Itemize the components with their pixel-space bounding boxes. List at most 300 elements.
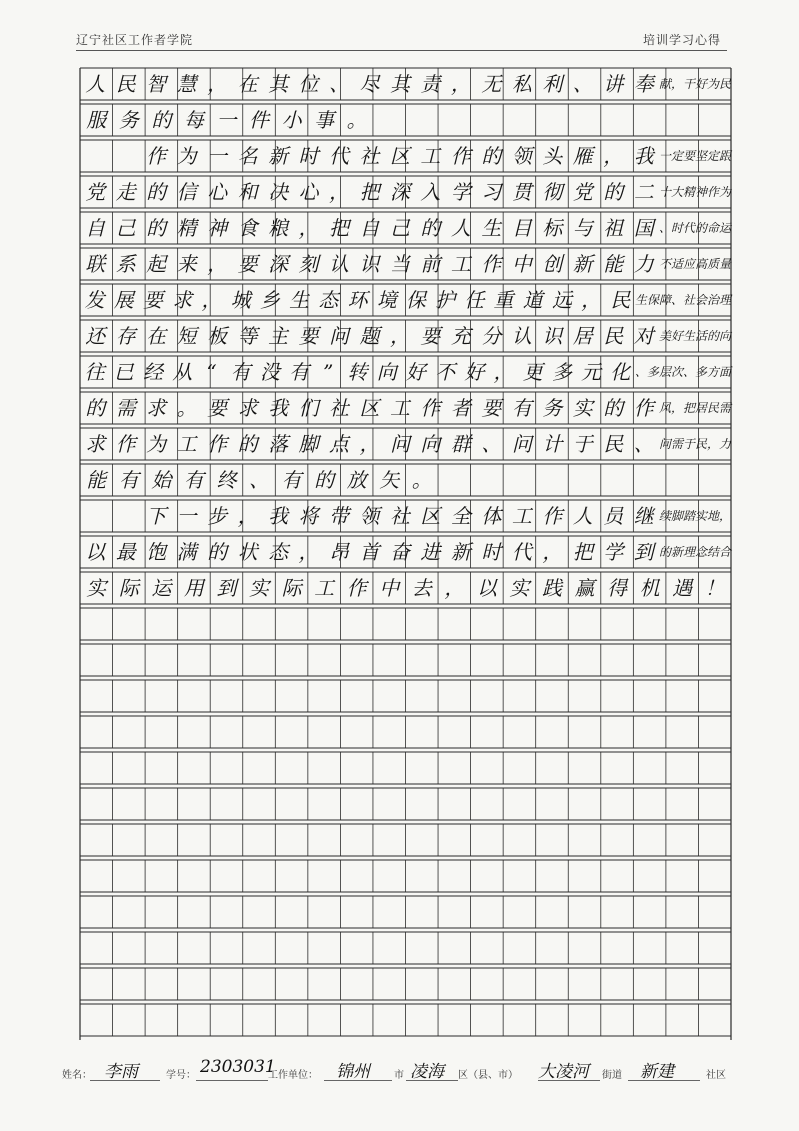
essay-grid-paper <box>80 68 731 1040</box>
essay-char: 去 <box>411 576 432 600</box>
essay-char: 问 <box>389 432 410 456</box>
header-school-name: 辽宁社区工作者学院 <box>76 33 194 47</box>
essay-line <box>80 140 731 172</box>
essay-char: 识 <box>359 252 380 276</box>
essay-char: 任 <box>464 288 485 312</box>
essay-char: 得 <box>607 576 628 600</box>
essay-char: 好 <box>405 360 426 384</box>
essay-char: 向 <box>376 360 397 384</box>
essay-char: 、 <box>329 72 350 96</box>
essay-line <box>80 572 731 604</box>
unit-label: 工作单位： <box>268 1070 318 1081</box>
essay-char: 等 <box>237 324 258 348</box>
essay-char: 要 <box>481 396 502 420</box>
essay-char: 们 <box>298 396 319 420</box>
essay-char: 一 <box>176 504 197 528</box>
essay-char: ， <box>581 288 602 312</box>
essay-line <box>80 428 731 460</box>
essay-char: 在 <box>237 72 258 96</box>
essay-line <box>80 392 731 424</box>
essay-char: 续脚踏实地， <box>658 509 731 523</box>
essay-char: 展 <box>113 288 134 312</box>
essay-char: 态 <box>318 288 339 312</box>
essay-char: 目 <box>511 216 532 240</box>
essay-char: 美好生活的向 <box>658 329 731 343</box>
header-divider <box>76 50 727 51</box>
essay-char: 际 <box>281 576 302 600</box>
essay-char: 在 <box>146 324 167 348</box>
essay-char: 的 <box>603 180 624 204</box>
essay-line <box>80 104 731 136</box>
essay-char: 昂 <box>329 540 350 564</box>
essay-char: ， <box>298 540 319 564</box>
essay-char: 标 <box>542 216 563 240</box>
essay-char: 人 <box>450 216 471 240</box>
essay-char: 新 <box>450 540 471 564</box>
essay-char: 步 <box>207 504 228 528</box>
essay-char: 工 <box>511 504 532 528</box>
essay-char: 。 <box>346 108 367 132</box>
essay-char: 二 <box>633 180 654 204</box>
essay-char: 、 <box>572 72 593 96</box>
essay-char: 把 <box>572 540 593 564</box>
essay-char: 有 <box>281 468 302 492</box>
essay-char: 我 <box>633 144 654 168</box>
essay-char: 祖 <box>603 216 624 240</box>
essay-char: 其 <box>268 72 289 96</box>
essay-char: 下 <box>146 504 167 528</box>
essay-char: 工 <box>176 432 197 456</box>
essay-char: 脚 <box>298 432 319 456</box>
essay-char: ！ <box>704 576 725 600</box>
essay-char: 能 <box>603 252 624 276</box>
student-info-footer <box>62 1057 752 1096</box>
essay-char: 决 <box>268 180 289 204</box>
essay-char: 入 <box>420 180 441 204</box>
essay-char: 要 <box>298 324 319 348</box>
essay-char: 心 <box>298 180 319 204</box>
essay-char: ， <box>542 540 563 564</box>
essay-char: 作 <box>346 576 367 600</box>
essay-char: 的 <box>314 468 335 492</box>
essay-char: 小 <box>281 108 302 132</box>
essay-char: 无 <box>481 72 502 96</box>
essay-char: ， <box>444 576 465 600</box>
street-value: 大凌河 <box>538 1062 589 1082</box>
essay-char: 首 <box>359 540 380 564</box>
essay-char: 问需于民，力 <box>658 437 731 451</box>
essay-char: ， <box>237 504 258 528</box>
essay-char: 员 <box>603 504 624 528</box>
essay-char: ， <box>450 72 471 96</box>
community-label: 社区 <box>706 1070 726 1081</box>
essay-char: 献，干好为民 <box>658 77 731 91</box>
essay-char: 能 <box>86 468 107 492</box>
essay-char: 经 <box>143 360 164 384</box>
essay-char: 有 <box>289 360 310 384</box>
essay-char: 代 <box>511 540 532 564</box>
essay-char: 最 <box>115 540 136 564</box>
essay-char: 代 <box>329 144 350 168</box>
essay-char: 中 <box>511 252 532 276</box>
essay-char: 其 <box>389 72 410 96</box>
essay-char: 作 <box>542 504 563 528</box>
essay-char: 作 <box>115 432 136 456</box>
essay-char: 要 <box>207 396 228 420</box>
essay-char: 板 <box>207 324 228 348</box>
essay-char: 主 <box>268 324 289 348</box>
essay-char: 践 <box>541 576 562 600</box>
essay-char: 远 <box>551 288 572 312</box>
essay-char: 不适应高质量 <box>658 257 731 271</box>
essay-char: 有 <box>118 468 139 492</box>
essay-char: 赢 <box>574 576 595 600</box>
essay-char: 学 <box>450 180 471 204</box>
essay-line <box>80 176 731 208</box>
essay-char: 问 <box>329 324 350 348</box>
essay-char: “ <box>206 360 217 384</box>
essay-char: 党 <box>572 180 593 204</box>
essay-char: ， <box>329 180 350 204</box>
essay-char: 务 <box>118 108 139 132</box>
essay-char: 要 <box>143 288 164 312</box>
essay-char: 没 <box>259 360 280 384</box>
essay-char: 以 <box>476 576 497 600</box>
essay-char: 实 <box>86 576 107 600</box>
essay-char: 一 <box>216 108 237 132</box>
essay-char: 问 <box>511 432 532 456</box>
essay-char: 。 <box>176 396 197 420</box>
essay-char: 向 <box>420 432 441 456</box>
essay-char: 工 <box>314 576 335 600</box>
essay-char: 充 <box>450 324 471 348</box>
essay-char: 位 <box>298 72 319 96</box>
essay-char: 实 <box>572 396 593 420</box>
essay-line <box>80 212 731 244</box>
essay-char: 全 <box>450 504 471 528</box>
essay-char: 护 <box>435 288 456 312</box>
essay-char: 更 <box>522 360 543 384</box>
essay-char: 名 <box>237 144 258 168</box>
essay-char: 、时代的命运 <box>658 221 731 235</box>
essay-char: 的 <box>481 144 502 168</box>
essay-char: 不 <box>435 360 456 384</box>
essay-char: 点 <box>329 432 350 456</box>
essay-char: 风，把居民需 <box>658 401 731 415</box>
essay-char: 饱 <box>146 540 167 564</box>
essay-char: 讲 <box>603 72 624 96</box>
essay-char: 的 <box>146 180 167 204</box>
essay-char: 乡 <box>259 288 280 312</box>
essay-char: 奋 <box>389 540 410 564</box>
essay-char: ， <box>207 252 228 276</box>
city-label: 市 <box>394 1070 404 1081</box>
essay-char: 的新理念结合 <box>658 545 731 559</box>
essay-char: 作 <box>633 396 654 420</box>
essay-char: 要 <box>237 252 258 276</box>
essay-char: 求 <box>172 288 193 312</box>
essay-char: 求 <box>237 396 258 420</box>
essay-char: 放 <box>346 468 367 492</box>
essay-char: 生 <box>481 216 502 240</box>
essay-char: 深 <box>389 180 410 204</box>
essay-char: 慧 <box>176 72 197 96</box>
community-value: 新建 <box>640 1062 674 1082</box>
id-underline <box>196 1080 268 1081</box>
essay-char: 工 <box>389 396 410 420</box>
essay-char: 境 <box>376 288 397 312</box>
essay-char: 带 <box>329 504 350 528</box>
essay-char: 件 <box>249 108 270 132</box>
essay-char: ” <box>323 360 334 384</box>
essay-char: 贯 <box>511 180 532 204</box>
essay-char: 把 <box>359 180 380 204</box>
essay-char: 用 <box>183 576 204 600</box>
essay-char: 保 <box>405 288 426 312</box>
essay-char: 国 <box>633 216 654 240</box>
essay-char: 还 <box>85 324 106 348</box>
essay-char: ， <box>493 360 514 384</box>
essay-char: 神 <box>207 216 228 240</box>
essay-char: 的 <box>85 396 106 420</box>
essay-char: 食 <box>237 216 258 240</box>
essay-char: 的 <box>207 540 228 564</box>
essay-char: 的 <box>603 396 624 420</box>
essay-char: 发 <box>84 288 105 312</box>
essay-char: 运 <box>151 576 172 600</box>
essay-char: 落 <box>268 432 289 456</box>
essay-char: 民 <box>603 324 624 348</box>
essay-char: 区 <box>420 504 441 528</box>
essay-char: 联 <box>85 252 106 276</box>
essay-char: 计 <box>542 432 563 456</box>
essay-char: 社 <box>359 144 380 168</box>
essay-char: 分 <box>481 324 502 348</box>
essay-line <box>80 464 731 496</box>
essay-char: 心 <box>207 180 228 204</box>
essay-char: ， <box>201 288 222 312</box>
essay-char: 群 <box>450 432 471 456</box>
essay-char: 生保障、社会治理 <box>634 293 731 307</box>
essay-char: 粮 <box>268 216 289 240</box>
essay-char: 头 <box>542 144 563 168</box>
essay-char: 事 <box>314 108 335 132</box>
essay-char: 区 <box>389 144 410 168</box>
essay-char: 到 <box>633 540 654 564</box>
essay-char: 化 <box>610 360 631 384</box>
essay-char: 的 <box>420 216 441 240</box>
essay-char: 来 <box>176 252 197 276</box>
essay-char: 十大精神作为 <box>658 185 731 199</box>
essay-char: 中 <box>379 576 400 600</box>
essay-char: 满 <box>176 540 197 564</box>
essay-char: 机 <box>639 576 660 600</box>
essay-char: 每 <box>183 108 204 132</box>
essay-char: 领 <box>359 504 380 528</box>
essay-char: 终 <box>216 468 237 492</box>
essay-char: 态 <box>268 540 289 564</box>
essay-char: 作 <box>481 252 502 276</box>
essay-char: 习 <box>481 180 502 204</box>
essay-char: 利 <box>542 72 563 96</box>
essay-char: 我 <box>268 504 289 528</box>
essay-char: 己 <box>115 216 136 240</box>
essay-char: 把 <box>329 216 350 240</box>
essay-line <box>80 68 731 100</box>
essay-char: 工 <box>450 252 471 276</box>
essay-char: 道 <box>522 288 543 312</box>
essay-char: 有 <box>230 360 251 384</box>
essay-char: 进 <box>420 540 441 564</box>
essay-char: 有 <box>511 396 532 420</box>
name-label: 姓名： <box>62 1070 92 1081</box>
essay-char: 要 <box>420 324 441 348</box>
essay-char: 到 <box>216 576 237 600</box>
essay-char: 重 <box>493 288 514 312</box>
essay-char: 奉 <box>633 72 654 96</box>
essay-char: 民 <box>610 288 631 312</box>
essay-char: 领 <box>511 144 532 168</box>
essay-char: 将 <box>298 504 319 528</box>
essay-char: 、 <box>481 432 502 456</box>
essay-char: 作 <box>146 144 167 168</box>
essay-char: 。 <box>411 468 432 492</box>
essay-line <box>80 356 731 388</box>
district-value: 凌海 <box>410 1062 444 1082</box>
essay-char: 实 <box>509 576 530 600</box>
essay-char: 时 <box>298 144 319 168</box>
essay-char: 转 <box>347 360 368 384</box>
essay-char: 的 <box>151 108 172 132</box>
essay-char: 从 <box>172 360 193 384</box>
essay-char: ， <box>298 216 319 240</box>
essay-char: 、 <box>633 432 654 456</box>
name-value: 李雨 <box>104 1062 138 1082</box>
essay-char: 与 <box>572 216 593 240</box>
essay-char <box>110 500 140 532</box>
id-value: 2303031 <box>200 1057 276 1077</box>
essay-char: 前 <box>420 252 441 276</box>
essay-char: 学 <box>603 540 624 564</box>
essay-char: 己 <box>389 216 410 240</box>
essay-char: 区 <box>359 396 380 420</box>
essay-char: 已 <box>113 360 134 384</box>
essay-char: 、 <box>249 468 270 492</box>
essay-char: 彻 <box>542 180 563 204</box>
essay-char: 责 <box>420 72 441 96</box>
essay-char: 环 <box>347 288 368 312</box>
essay-char: 走 <box>115 180 136 204</box>
essay-char: 居 <box>572 324 593 348</box>
essay-char: 好 <box>464 360 485 384</box>
essay-char: 往 <box>84 360 105 384</box>
essay-char: 求 <box>85 432 106 456</box>
essay-char: 者 <box>450 396 471 420</box>
essay-char: 为 <box>176 144 197 168</box>
essay-char <box>80 140 110 172</box>
essay-char: 际 <box>118 576 139 600</box>
essay-char: 一 <box>207 144 228 168</box>
id-label: 学号： <box>166 1070 196 1081</box>
essay-char: 和 <box>237 180 258 204</box>
essay-char: 自 <box>85 216 106 240</box>
essay-char: 社 <box>329 396 350 420</box>
essay-char: 信 <box>176 180 197 204</box>
essay-char: 、多层次、多方面 <box>634 365 731 379</box>
essay-char: 体 <box>481 504 502 528</box>
essay-line <box>80 500 731 532</box>
essay-line <box>80 320 731 352</box>
essay-char: 实 <box>249 576 270 600</box>
essay-char: 时 <box>481 540 502 564</box>
essay-char: 题 <box>359 324 380 348</box>
essay-char: 系 <box>115 252 136 276</box>
essay-char: 识 <box>542 324 563 348</box>
essay-char: 认 <box>511 324 532 348</box>
essay-char: 的 <box>237 432 258 456</box>
essay-char: 务 <box>542 396 563 420</box>
essay-char: 存 <box>115 324 136 348</box>
essay-char: ， <box>389 324 410 348</box>
essay-char: 力 <box>633 252 654 276</box>
essay-char: 创 <box>542 252 563 276</box>
essay-char: 于 <box>572 432 593 456</box>
essay-char: 社 <box>389 504 410 528</box>
essay-char: ， <box>359 432 380 456</box>
essay-char: 深 <box>268 252 289 276</box>
essay-line <box>80 248 731 280</box>
essay-char <box>80 500 110 532</box>
essay-char: 雁 <box>572 144 593 168</box>
essay-char: 求 <box>146 396 167 420</box>
essay-line <box>80 284 731 316</box>
essay-char: 当 <box>389 252 410 276</box>
essay-char: 新 <box>268 144 289 168</box>
essay-char: 尽 <box>359 72 380 96</box>
essay-line <box>80 536 731 568</box>
essay-char: 状 <box>237 540 258 564</box>
essay-char: 智 <box>146 72 167 96</box>
city-value: 锦州 <box>336 1062 370 1082</box>
essay-char: 始 <box>151 468 172 492</box>
essay-char: 继 <box>633 504 654 528</box>
street-label: 街道 <box>602 1070 622 1081</box>
essay-char: 服 <box>86 108 107 132</box>
essay-char: 精 <box>176 216 197 240</box>
essay-char: ， <box>603 144 624 168</box>
essay-char: 作 <box>420 396 441 420</box>
essay-char: 工 <box>420 144 441 168</box>
essay-char: 矢 <box>379 468 400 492</box>
essay-char: 对 <box>633 324 654 348</box>
essay-char <box>110 140 140 172</box>
essay-char: 多 <box>551 360 572 384</box>
essay-char: 的 <box>146 216 167 240</box>
essay-char: ， <box>207 72 228 96</box>
essay-char: 为 <box>146 432 167 456</box>
essay-char: 新 <box>572 252 593 276</box>
essay-char: 党 <box>85 180 106 204</box>
essay-char: 遇 <box>672 576 693 600</box>
essay-char: 需 <box>115 396 136 420</box>
essay-char: 以 <box>85 540 106 564</box>
essay-char: 自 <box>359 216 380 240</box>
essay-char: 刻 <box>298 252 319 276</box>
essay-char: 元 <box>581 360 602 384</box>
essay-char: 民 <box>115 72 136 96</box>
essay-char: 私 <box>511 72 532 96</box>
essay-char: 生 <box>289 288 310 312</box>
